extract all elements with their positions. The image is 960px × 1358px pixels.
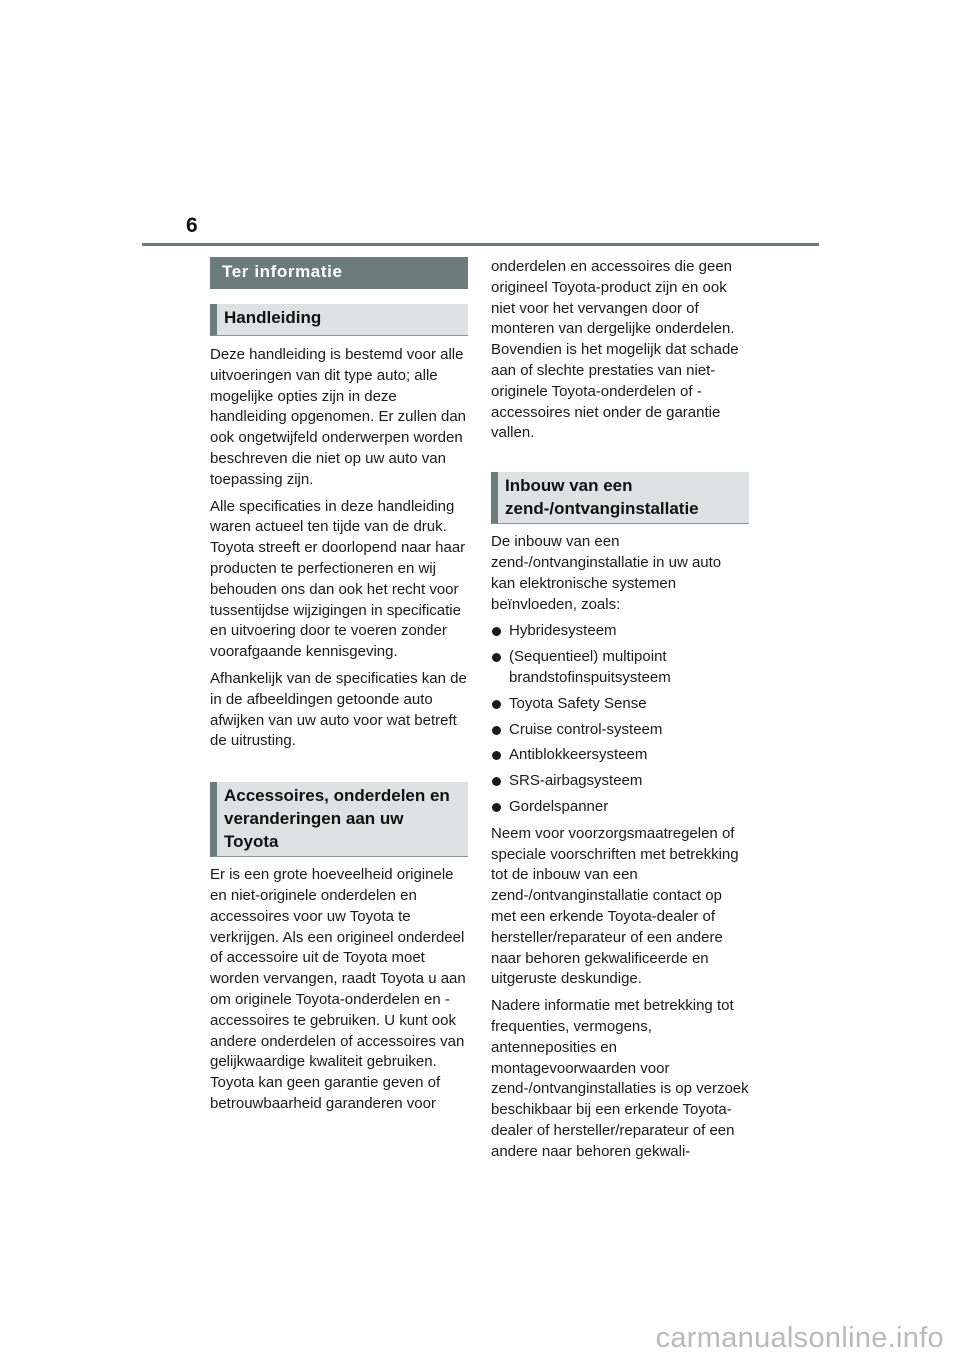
list-item [491,621,749,642]
watermark: carmanualsonline.info [655,1322,944,1354]
accessoires-paragraph: Er is een grote hoeveelheid originele en niet-originele onderdelen en accessoires voor uw Toyota te verkrijgen. Als een origineel onderdeel of accessoire uit de Toyota moet worden vervangen, raadt Toyota u aan om originele Toyota-onderdelen en -accessoires te gebruiken. U kunt ook andere onderdelen of accessoires van gelijkwaardige kwaliteit gebruiken. Toyota kan geen garantie geven of betrouwbaarheid garanderen voor [210,866,466,1112]
inbouw-intro: De inbouw van een zend-/ontvanginstallatie in uw auto kan elektronische systemen beïnvloeden, zoals: [491,533,722,613]
list-item-text: (Sequentieel) multipoint brandstofinspuitsysteem [509,648,671,686]
bullet-icon [492,777,501,786]
inbouw-paragraph-1: Neem voor voorzorgsmaatregelen of speciale voorschriften met betrekking tot de inbouw van een zend-/ontvanginstallatie contact op met een erkende Toyota-dealer of hersteller/reparateur of een andere naar behoren gekwalificeerde en uitgeruste deskundige. [491,824,739,988]
list-item-text: Toyota Safety Sense [509,694,647,712]
accessoires-heading: Accessoires, onderdelen en veranderingen aan uw Toyota [210,782,468,857]
list-item-text: Hybridesysteem [509,622,617,640]
list-item [491,694,749,715]
list-item-text: SRS-airbagsysteem [509,772,643,790]
systems-list [491,621,749,817]
bullet-icon [492,726,501,735]
list-item [491,647,749,689]
inbouw-paragraph-2: Nadere informatie met betrekking tot frequenties, vermogens, antenneposities en montagevoorwaarden voor zend-/ontvanginstallaties is op verzoek beschikbaar bij een erkende Toyota-dealer of hersteller/reparateur of een andere naar behoren gekwali- [491,997,749,1160]
list-item [491,720,749,741]
handleiding-paragraph-1: Deze handleiding is bestemd voor alle uitvoeringen van dit type auto; alle mogelijke opties zijn in deze handleiding opgenomen. Er zullen dan ook ongetwijfeld onderwerpen worden beschreven die niet op uw auto van toepassing zijn. [210,346,467,488]
list-item [491,745,749,766]
bullet-icon [492,627,501,636]
bullet-icon [492,751,501,760]
list-item [491,771,749,792]
list-item-text: Gordelspanner [509,797,609,815]
handleiding-paragraph-2: Alle specificaties in deze handleiding waren actueel ten tijde van de druk. Toyota streeft er doorlopend naar haar producten te perfectioneren en wij behouden ons dan ook het recht voor tussentijdse wijzigingen in specificatie en uitvoering door te voeren zonder voorafgaande kennisgeving. [210,497,466,661]
header-rule [142,243,819,246]
handleiding-heading: Handleiding [210,304,468,336]
inbouw-heading: Inbouw van een zend-/ontvanginstallatie [491,472,749,524]
handleiding-paragraph-3: Afhankelijk van de specificaties kan de in de afbeeldingen getoonde auto afwijken van uw auto voor wat betreft de uitrusting. [210,669,467,750]
list-item [491,797,749,818]
bullet-icon [492,803,501,812]
bullet-icon [492,653,501,662]
continued-paragraph: onderdelen en accessoires die geen origineel Toyota-product zijn en ook niet voor het vervangen door of monteren van dergelijke onderdelen. Bovendien is het mogelijk dat schade aan of slechte prestaties van niet-originele Toyota-onderdelen of -accessoires niet onder de garantie vallen. [491,258,739,442]
list-item-text: Cruise control-systeem [509,720,663,738]
bullet-icon [492,700,501,709]
section-title: Ter informatie [210,257,468,289]
left-column [210,257,468,1121]
right-column [491,257,749,1168]
list-item-text: Antiblokkeersysteem [509,746,648,764]
page-number: 6 [186,214,198,237]
